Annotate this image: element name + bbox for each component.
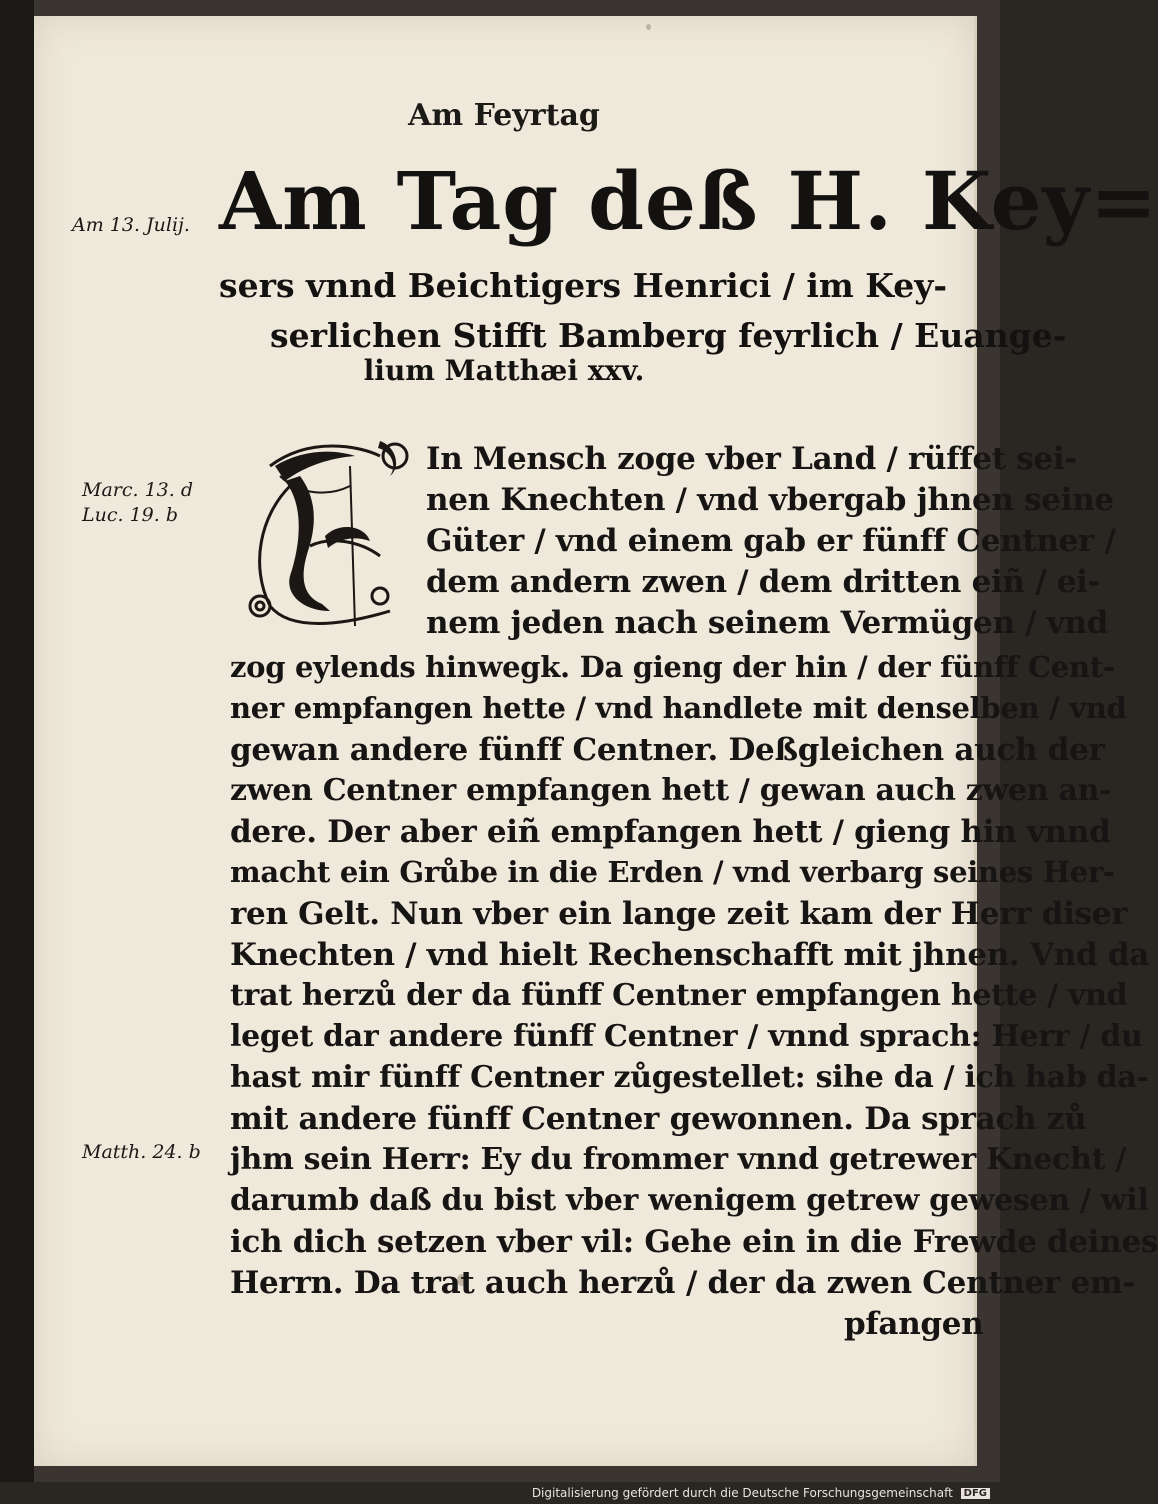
margin-note-reference: Marc. 13. d bbox=[82, 479, 194, 501]
body-line: zog eylends hinwegk. Da gieng der hin / der fünff Cent- bbox=[230, 650, 1115, 684]
body-line: trat herzů der da fünff Centner empfangen hette / vnd bbox=[230, 978, 1128, 1013]
body-line: ren Gelt. Nun vber ein lange zeit kam der Herr diser bbox=[230, 896, 1128, 932]
decorated-initial bbox=[230, 426, 410, 636]
body-line: Güter / vnd einem gab er fünff Centner / bbox=[426, 523, 1116, 559]
title-line-1: Am Tag deß H. Key= bbox=[219, 154, 1158, 248]
body-line: ich dich setzen vber vil: Gehe ein in die Frewde deines bbox=[230, 1224, 1158, 1260]
scan-left-edge bbox=[0, 0, 34, 1482]
body-line: macht ein Grůbe in die Erden / vnd verbarg seines Her- bbox=[230, 855, 1115, 889]
body-line: jhm sein Herr: Ey du frommer vnnd getrewer Knecht / bbox=[230, 1142, 1127, 1177]
body-line: dem andern zwen / dem dritten eiñ / ei- bbox=[426, 564, 1101, 600]
body-line: mit andere fünff Centner gewonnen. Da sprach zů bbox=[230, 1101, 1087, 1137]
dfg-logo-icon: DFG bbox=[961, 1488, 990, 1499]
body-line: zwen Centner empfangen hett / gewan auch zwen an- bbox=[230, 773, 1112, 808]
margin-note-reference: Luc. 19. b bbox=[82, 504, 178, 526]
body-line: nen Knechten / vnd vbergab jhnen seine bbox=[426, 482, 1114, 518]
title-line-3: serlichen Stifft Bamberg feyrlich / Euange- bbox=[270, 316, 1067, 355]
body-line: Herrn. Da trat auch herzů / der da zwen Centner em- bbox=[230, 1265, 1136, 1301]
running-head: Am Feyrtag bbox=[408, 98, 600, 133]
body-line: nem jeden nach seinem Vermügen / vnd bbox=[426, 605, 1109, 641]
margin-note-date: Am 13. Julij. bbox=[72, 214, 190, 236]
body-line: dere. Der aber eiñ empfangen hett / gieng hin vnnd bbox=[230, 814, 1111, 850]
body-line: ner empfangen hette / vnd handlete mit denselben / vnd bbox=[230, 691, 1127, 725]
margin-note-reference: Matth. 24. b bbox=[82, 1141, 201, 1163]
body-line: hast mir fünff Centner zůgestellet: sihe da / ich hab da- bbox=[230, 1060, 1149, 1095]
body-line: leget dar andere fünff Centner / vnnd sprach: Herr / du bbox=[230, 1019, 1143, 1054]
body-line: gewan andere fünff Centner. Deßgleichen auch der bbox=[230, 732, 1105, 768]
body-line: darumb daß du bist vber wenigem getrew gewesen / wil bbox=[230, 1183, 1149, 1218]
body-line: In Mensch zoge vber Land / rüffet sei- bbox=[426, 441, 1077, 477]
credit-text: Digitalisierung gefördert durch die Deutsche Forschungsgemeinschaft bbox=[531, 1486, 953, 1500]
paper-stain bbox=[646, 24, 651, 30]
body-line: Knechten / vnd hielt Rechenschafft mit jhnen. Vnd da bbox=[230, 937, 1150, 973]
digitization-credit bbox=[532, 1486, 990, 1500]
body-line-catchword: pfangen bbox=[844, 1306, 984, 1342]
book-page bbox=[34, 16, 1158, 1466]
title-line-2: sers vnnd Beichtigers Henrici / im Key- bbox=[219, 266, 948, 305]
title-line-4: lium Matthæi xxv. bbox=[363, 354, 645, 387]
